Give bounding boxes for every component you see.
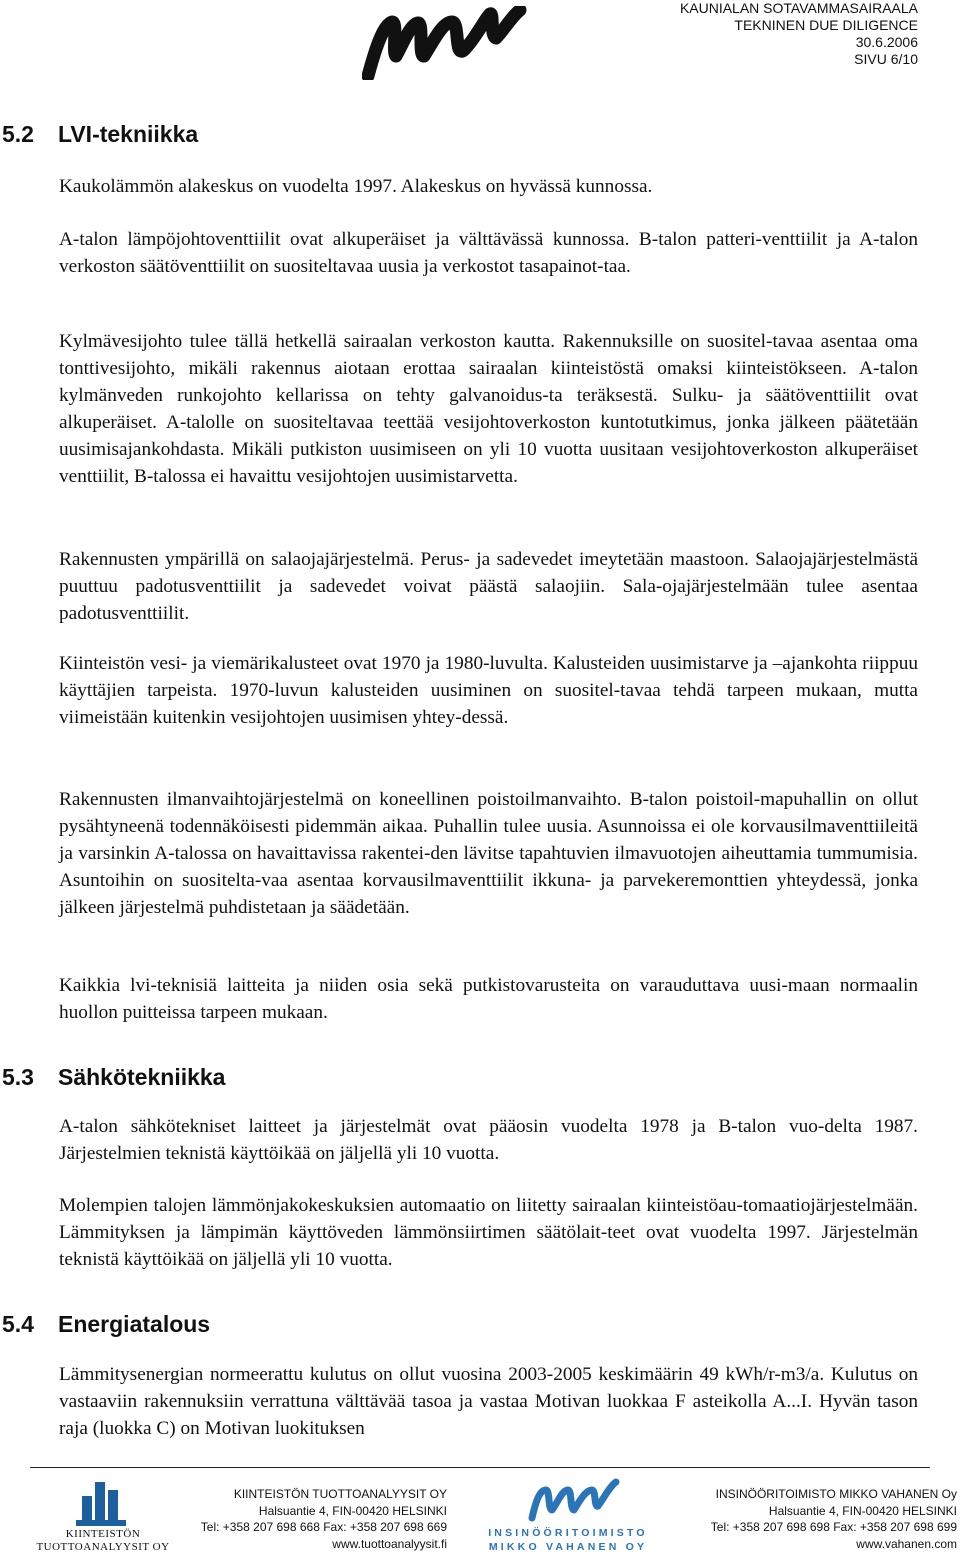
paragraph: Rakennusten ympärillä on salaojajärjestelmä. Perus- ja sadevedet imeytetään maastoon. Salaojajärjestelmästä puuttuu padotusventtiilit ja sadevedet voivat päästä salaojiin. Sala-ojajärjestelmään tulee asentaa padotusventtiilit.: [59, 549, 918, 624]
logo-text: KIINTEISTÖN: [65, 1528, 141, 1540]
header-line: SIVU 6/10: [854, 51, 918, 67]
footer-line: Tel: +358 207 698 668 Fax: +358 207 698 669: [200, 1520, 447, 1534]
vahanen-logo-mark: [470, 1478, 666, 1524]
paragraph: Lämmitysenergian normeerattu kulutus on ollut vuosina 2003-2005 keskimäärin 49 kWh/r-m3/a. Kulutus on vastaaviin rakennuksiin verrattuna välttävää tasoa ja vastaa Motivan luokkaa F asteikolla A...I. Hyvän tason raja (luokka C) on Motivan luokituksen: [59, 1364, 918, 1439]
paragraph: Molempien talojen lämmönjakokeskuksien automaatio on liitetty sairaalan kiinteistöau-tomaatiojärjestelmään. Lämmityksen ja lämpimän käyttöveden lämmönsiirtimen säätölait-teet ovat vuodelta 1997. Järjestelmän teknistä käyttöikää on jäljellä yli 10 vuotta.: [59, 1195, 918, 1270]
tuottoanalyysit-logo-mark: [28, 1474, 178, 1528]
footer-contact-tuottoanalyysit: [195, 1486, 447, 1552]
tuottoanalyysit-logo: [28, 1474, 178, 1556]
section-number: 5.2: [2, 121, 34, 147]
paragraph: Kiinteistön vesi- ja viemärikalusteet ovat 1970 ja 1980-luvulta. Kalusteiden uusimistarve ja –ajankohta riippuu käyttäjien tarpeista. 1970-luvun kalusteiden uusiminen on suositel-tavaa tehdä tarpeen mukaan, mutta viimeistään kuitenkin vesijohtojen uusimisen yhtey-dessä.: [59, 653, 918, 728]
paragraph: Kylmävesijohto tulee tällä hetkellä sairaalan verkoston kautta. Rakennuksille on suositel-tavaa asentaa oma tonttivesijohto, mikäli rakennus aiotaan erottaa sairaalan kiinteistöstä omaksi kiinteistökseen. A-talon kylmänveden runkojohto kellarissa on tehty galvanoidus-ta teräksestä. Sulku- ja säätöventtiilit ovat alkuperäiset. A-talolle on suositeltavaa teettää vesijohtoverkoston kuntotutkimus, jonka jälkeen päätetään uusimisajankohdasta. Mikäli putkiston uusimiseen on yli 10 vuotta uusitaan vesijohtoverkoston alkuperäiset venttiilit, B-talossa ei havaittu vesijohtojen uusimistarvetta.: [59, 331, 918, 487]
section-heading: [2, 120, 198, 148]
paragraph: A-talon lämpöjohtoventtiilit ovat alkuperäiset ja välttävässä kunnossa. B-talon patteri-venttiilit ja A-talon verkoston säätöventtiilit on suositeltavaa uusia ja verkostot tasapainot-taa.: [59, 229, 918, 277]
header-line: KAUNIALAN SOTAVAMMASAIRAALA: [679, 0, 918, 16]
header-line: 30.6.2006: [855, 34, 918, 50]
footer-line: Halsuantie 4, FIN-00420 HELSINKI: [768, 1503, 957, 1518]
paragraph: A-talon sähkötekniset laitteet ja järjestelmät ovat pääosin vuodelta 1978 ja B-talon vuo-delta 1987. Järjestelmien teknistä käyttöikää on jäljellä yli 10 vuotta.: [59, 1116, 918, 1164]
document-header: [680, 0, 918, 68]
section-heading: [2, 1310, 210, 1338]
section-number: 5.4: [2, 1311, 34, 1337]
footer-line: Tel: +358 207 698 698 Fax: +358 207 698 699: [710, 1520, 957, 1534]
section-number: 5.3: [2, 1064, 34, 1090]
footer-line: www.vahanen.com: [856, 1536, 957, 1551]
section-title: LVI-tekniikka: [58, 121, 199, 147]
logo-tagline: INSINÖÖRITOIMISTO: [488, 1527, 648, 1539]
footer-contact-vahanen: [660, 1486, 957, 1552]
paragraph: Kaukolämmön alakeskus on vuodelta 1997. Alakeskus on hyvässä kunnossa.: [59, 176, 653, 197]
section-title: Energiatalous: [58, 1311, 211, 1337]
logo-text: TUOTTOANALYYSIT OY: [36, 1541, 170, 1553]
paragraph: Rakennusten ilmanvaihtojärjestelmä on koneellinen poistoilmanvaihto. B-talon poistoil-mapuhallin on ollut pysähtyneenä todennäköisesti pidemmän aikaa. Puhallin tulee uusia. Asunnoissa ei ole korvausilmaventtiileitä ja varsinkin A-talossa on havaittavissa rakentei-den lävitse tapahtuvien ilmavuotojen aiheuttamia tummumisia. Asuntoihin on suositelta-vaa asentaa korvausilmaventtiilit ikkuna- ja parvekeremonttien yhteydessä, jonka jälkeen järjestelmä puhdistetaan ja säädetään.: [59, 789, 918, 918]
footer-line: Halsuantie 4, FIN-00420 HELSINKI: [258, 1503, 447, 1518]
section-title: Sähkötekniikka: [58, 1064, 226, 1090]
logo-tagline: MIKKO VAHANEN OY: [488, 1541, 648, 1553]
footer-line: www.tuottoanalyysit.fi: [332, 1536, 447, 1551]
footer-divider: [30, 1467, 930, 1468]
footer-line: KIINTEISTÖN TUOTTOANALYYSIT OY: [233, 1487, 447, 1501]
paragraph: Kaikkia lvi-teknisiä laitteita ja niiden osia sekä putkistovarusteita on varauduttava uusi-maan normaalin huollon puitteissa tarpeen mukaan.: [59, 975, 918, 1023]
section-heading: [2, 1063, 225, 1091]
header-line: TEKNINEN DUE DILIGENCE: [734, 17, 918, 33]
footer-line: INSINÖÖRITOIMISTO MIKKO VAHANEN Oy: [715, 1487, 957, 1501]
vahanen-logo: [470, 1478, 666, 1558]
mv-logo: [362, 6, 530, 80]
